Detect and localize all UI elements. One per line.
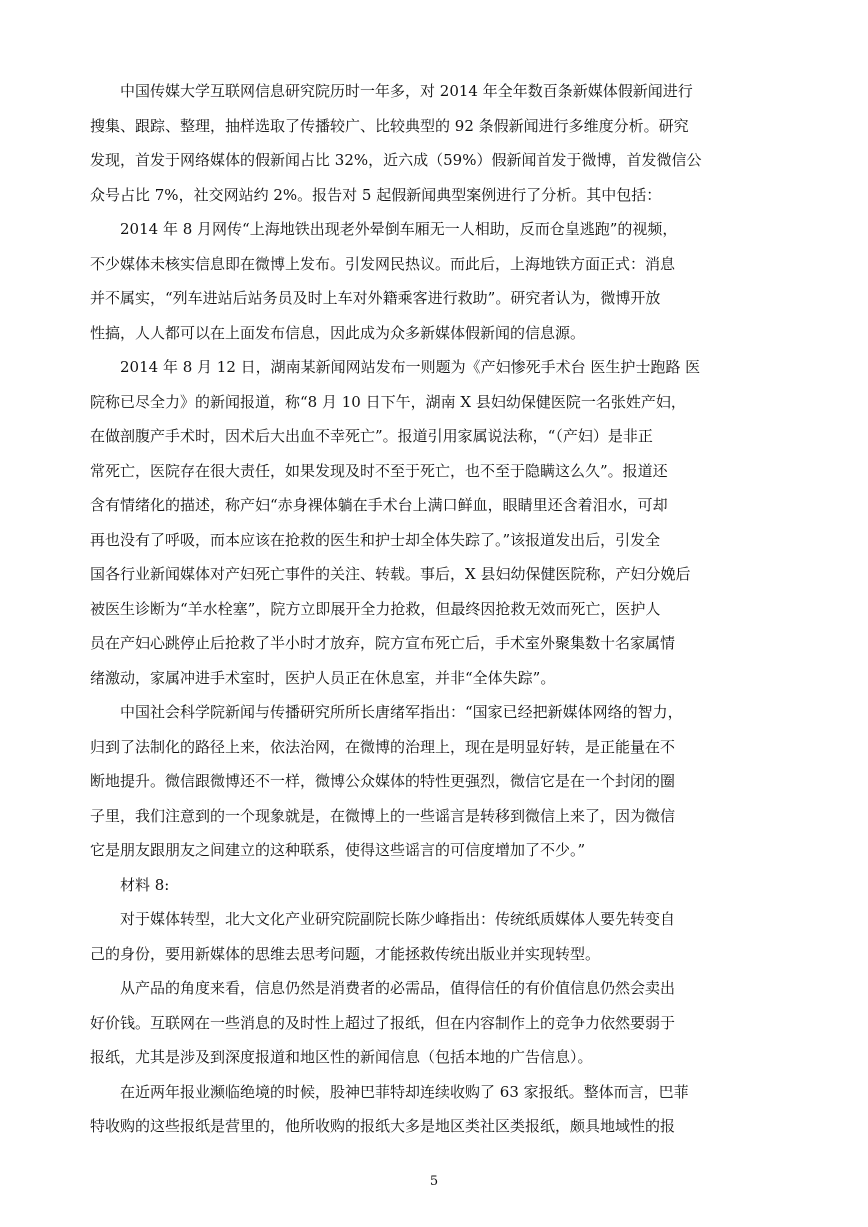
text-line: 从产品的角度来看，信息仍然是消费者的必需品，值得信任的有价值信息仍然会卖出 <box>120 979 676 997</box>
text-line: 搜集、跟踪、整理，抽样选取了传播较广、比较典型的 92 条假新闻进行多维度分析。研究 <box>90 116 689 135</box>
text-line: 报纸，尤其是涉及到深度报道和地区性的新闻信息（包括本地的广告信息）。 <box>90 1048 593 1066</box>
text-line: 中国社会科学院新闻与传播研究所所长唐绪军指出：“国家已经把新媒体网络的智力， <box>120 703 683 721</box>
text-line: 众号占比 7%，社交网站约 2%。报告对 5 起假新闻典型案例进行了分析。其中包括： <box>90 185 662 204</box>
text-line: 2014 年 8 月网传“上海地铁出现老外晕倒车厢无一人相助，反而仓皇逃跑”的视频， <box>120 220 678 238</box>
text-line: 绪激动，家属冲进手术室时，医护人员正在休息室，并非“全体失踪”。 <box>90 668 556 687</box>
text-line: 被医生诊断为“羊水栓塞”，院方立即展开全力抢救，但最终因抢救无效而死亡，医护人 <box>90 599 661 618</box>
text-line: 性搞，人人都可以在上面发布信息，因此成为众多新媒体假新闻的信息源。 <box>90 323 586 342</box>
text-line: 并不属实，“列车进站后站务员及时上车对外籍乘客进行救助”。研究者认为，微博开放 <box>90 289 661 307</box>
text-line: 在近两年报业濒临绝境的时候，股神巴菲特却连续收购了 63 家报纸。整体而言，巴菲 <box>120 1082 689 1101</box>
text-line: 己的身份，要用新媒体的思维去思考问题，才能拯救传统出版业并实现转型。 <box>90 944 601 963</box>
text-line: 再也没有了呼吸，而本应该在抢救的医生和护士却全体失踪了。”该报道发出后，引发全 <box>90 530 661 549</box>
text-line: 国各行业新闻媒体对产妇死亡事件的关注、转载。事后，X 县妇幼保健医院称，产妇分娩后 <box>90 565 691 583</box>
text-line: 特收购的这些报纸是营里的，他所收购的报纸大多是地区类社区类报纸，颇具地域性的报 <box>90 1117 676 1135</box>
document-body <box>90 74 730 1144</box>
text-line: 2014 年 8 月 12 日，湖南某新闻网站发布一则题为《产妇惨死手术台 医生护士跑路 医 <box>120 358 701 376</box>
text-line: 子里，我们注意到的一个现象就是，在微博上的一些谣言是转移到微信上来了，因为微信 <box>90 806 676 825</box>
text-line: 断地提升。微信跟微博还不一样，微博公众媒体的特性更强烈，微信它是在一个封闭的圈 <box>90 772 676 790</box>
text-line: 归到了法制化的路径上来，依法治网，在微博的治理上，现在是明显好转，是正能量在不 <box>90 737 676 756</box>
text-line: 常死亡，医院存在很大责任，如果发现及时不至于死亡，也不至于隐瞒这么久”。报道还 <box>90 461 668 480</box>
text-line: 院称已尽全力》的新闻报道，称“8 月 10 日下午，湖南 X 县妇幼保健医院一名张姓产妇， <box>90 392 686 411</box>
text-line: 材料 8: <box>120 875 170 894</box>
text-line: 它是朋友跟朋友之间建立的这种联系，使得这些谣言的可信度增加了不少。” <box>90 841 586 859</box>
text-line: 员在产妇心跳停止后抢救了半小时才放弃，院方宣布死亡后，手术室外聚集数十名家属情 <box>90 634 676 652</box>
text-line: 中国传媒大学互联网信息研究院历时一年多，对 2014 年全年数百条新媒体假新闻进行 <box>120 82 693 100</box>
page-number: 5 <box>429 1174 439 1189</box>
text-line: 不少媒体未核实信息即在微博上发布。引发网民热议。而此后，上海地铁方面正式：消息 <box>90 254 676 273</box>
text-line: 在做剖腹产手术时，因术后大出血不幸死亡”。报道引用家属说法称，“（产妇）是非正 <box>90 427 653 445</box>
text-line: 好价钱。互联网在一些消息的及时性上超过了报纸，但在内容制作上的竞争力依然要弱于 <box>90 1013 676 1032</box>
text-line: 对于媒体转型，北大文化产业研究院副院长陈少峰指出：传统纸质媒体人要先转变自 <box>120 910 676 928</box>
text-line: 含有情绪化的描述，称产妇“赤身裸体躺在手术台上满口鲜血，眼睛里还含着泪水，可却 <box>90 496 668 514</box>
text-line: 发现，首发于网络媒体的假新闻占比 32%，近六成（59%）假新闻首发于微博，首发微信公 <box>90 151 702 169</box>
